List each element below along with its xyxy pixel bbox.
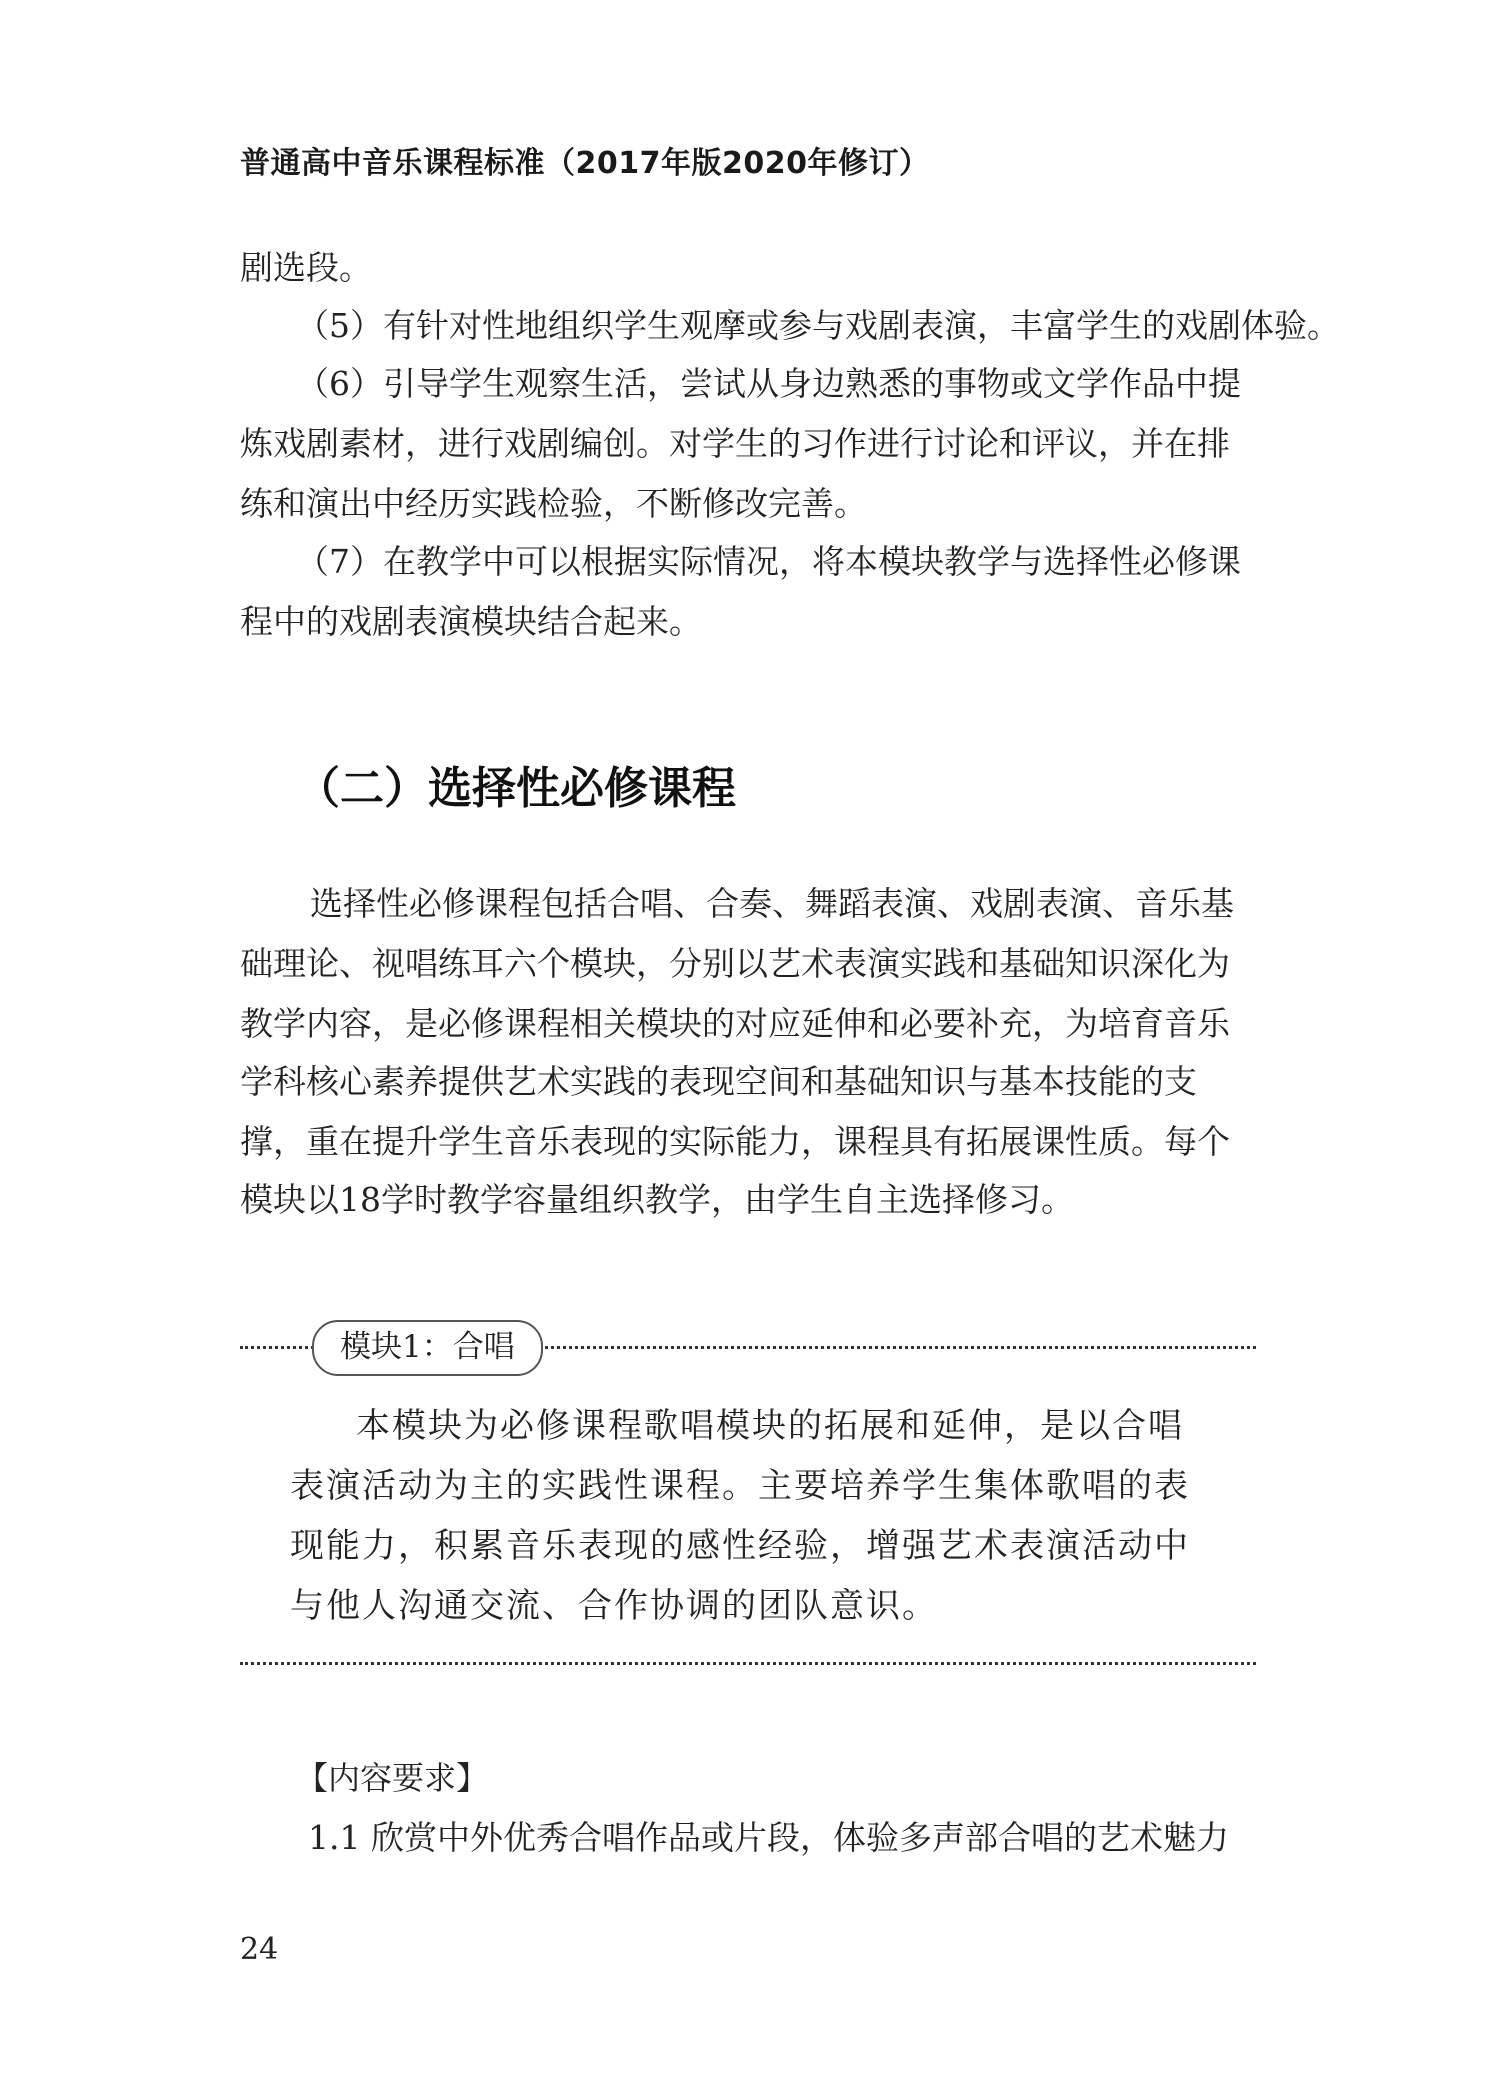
module-tab: 模块1：合唱 bbox=[312, 1320, 543, 1376]
module-text-line: 本模块为必修课程歌唱模块的拓展和延伸，是以合唱 bbox=[356, 1406, 1184, 1446]
section-heading: （二）选择性必修课程 bbox=[296, 763, 736, 814]
paragraph-line: 程中的戏剧表演模块结合起来。 bbox=[240, 602, 702, 641]
module-box bbox=[240, 1320, 1256, 1680]
module-text-line: 现能力，积累音乐表现的感性经验，增强艺术表演活动中 bbox=[290, 1526, 1190, 1566]
running-header: 普通高中音乐课程标准（2017年版2020年修订） bbox=[240, 146, 930, 181]
intro-line: 础理论、视唱练耳六个模块，分别以艺术表演实践和基础知识深化为 bbox=[240, 944, 1230, 983]
paragraph-line: （6）引导学生观察生活，尝试从身边熟悉的事物或文学作品中提 bbox=[296, 364, 1241, 403]
paragraph-line: 炼戏剧素材，进行戏剧编创。对学生的习作进行讨论和评议，并在排 bbox=[240, 424, 1230, 463]
paragraph-line: （5）有针对性地组织学生观摩或参与戏剧表演，丰富学生的戏剧体验。 bbox=[296, 306, 1340, 345]
intro-line: 教学内容，是必修课程相关模块的对应延伸和必要补充，为培育音乐 bbox=[240, 1004, 1230, 1043]
paragraph-line: 剧选段。 bbox=[240, 248, 372, 287]
intro-line: 选择性必修课程包括合唱、合奏、舞蹈表演、戏剧表演、音乐基 bbox=[310, 884, 1234, 923]
dotted-rule-bottom bbox=[240, 1662, 1256, 1665]
intro-line: 学科核心素养提供艺术实践的表现空间和基础知识与基本技能的支 bbox=[240, 1062, 1197, 1101]
intro-line: 撑，重在提升学生音乐表现的实际能力，课程具有拓展课性质。每个 bbox=[240, 1122, 1230, 1161]
module-text-line: 与他人沟通交流、合作协调的团队意识。 bbox=[290, 1586, 938, 1626]
content-requirements-label: 【内容要求】 bbox=[296, 1759, 489, 1797]
paragraph-line: （7）在教学中可以根据实际情况，将本模块教学与选择性必修课 bbox=[296, 542, 1241, 581]
module-text-line: 表演活动为主的实践性课程。主要培养学生集体歌唱的表 bbox=[290, 1466, 1190, 1506]
paragraph-line: 练和演出中经历实践检验，不断修改完善。 bbox=[240, 484, 867, 523]
content-requirement-item: 1.1 欣赏中外优秀合唱作品或片段，体验多声部合唱的艺术魅力 bbox=[308, 1818, 1229, 1857]
intro-line: 模块以18学时教学容量组织教学，由学生自主选择修习。 bbox=[240, 1180, 1074, 1219]
page-number: 24 bbox=[240, 1932, 279, 1967]
